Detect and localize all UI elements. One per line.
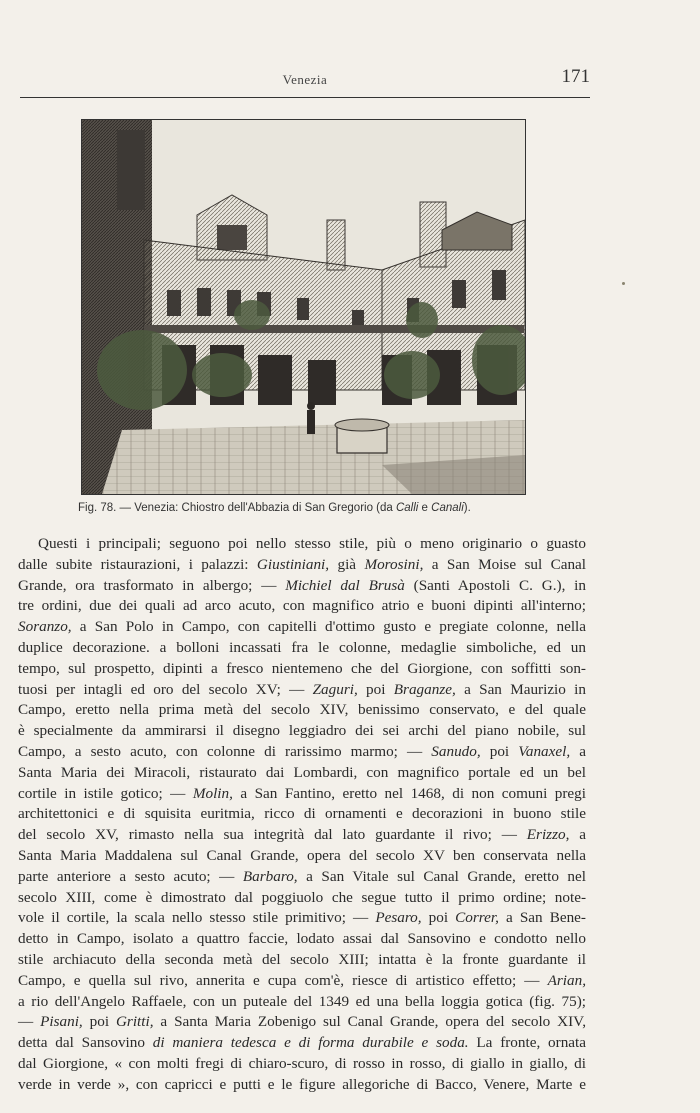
page-header	[20, 66, 590, 98]
body-line	[18, 576, 586, 597]
body-line	[18, 971, 586, 992]
text-run: Santa Maria Maddalena sul Canal Grande, opera del secolo XV ben conservata nella	[18, 846, 586, 864]
italic-name: Zaguri,	[312, 680, 358, 698]
text-run: cortile in istile gotico; —	[18, 784, 193, 802]
body-line	[18, 1054, 586, 1075]
italic-name: Gritti,	[115, 1013, 154, 1031]
text-run: a San Moise sul Canal	[423, 555, 587, 573]
text-run: detta dal Sansovino	[18, 1034, 153, 1052]
text-run: poi	[421, 909, 456, 927]
body-line	[18, 534, 586, 555]
text-run: vole il cortile, la scala nello stesso stile primitivo; —	[18, 909, 376, 927]
caption-connector: e	[418, 502, 432, 514]
text-run: a	[569, 826, 586, 844]
body-line	[18, 825, 586, 846]
caption-source-2: Canali	[431, 502, 464, 514]
cloister-engraving	[81, 119, 526, 495]
body-line	[18, 908, 586, 929]
text-run: a San Bene-	[498, 909, 586, 927]
text-run: detto in Campo, isolato a quattro faccie, lodato assai dal Sansovino e condotto nello	[18, 930, 586, 948]
italic-name: Morosini,	[364, 555, 424, 573]
paper-speck	[622, 282, 625, 285]
text-run: è specialmente da ammirarsi il disegno leggiadro dei sei archi del piano nobile, sul	[18, 722, 586, 740]
italic-name: Soranzo,	[18, 618, 72, 636]
italic-name: Vanaxel,	[518, 742, 571, 760]
body-text	[18, 534, 586, 1096]
text-run: Campo, a sesto acuto, con colonne di rarissimo marmo; —	[18, 742, 432, 760]
italic-name: Giustiniani,	[256, 555, 330, 573]
body-line	[18, 846, 586, 867]
italic-name: Pisani,	[40, 1013, 83, 1031]
italic-name: Barbaro,	[242, 867, 298, 885]
text-run: Campo, e quella sul rivo, annerita e cupa com'è, riesce di artistico effetto; —	[18, 971, 548, 989]
text-run: poi	[82, 1013, 116, 1031]
text-run: dalle subite ristaurazioni, i palazzi:	[18, 555, 257, 573]
italic-name: Michiel dal Brusà	[285, 576, 405, 594]
caption-end: ).	[463, 502, 471, 514]
text-run: poi	[357, 680, 394, 698]
text-run: duplice decorazione. a bolloni incassati fra le colonne, medaglie simboliche, ed un	[18, 638, 586, 656]
body-line	[18, 804, 586, 825]
body-line	[18, 992, 586, 1013]
text-run: a San Polo in Campo, con capitelli d'ottimo gusto e pregiate colonne, nella	[71, 618, 586, 636]
text-run: Grande, ora trasformato in albergo; —	[18, 576, 286, 594]
text-run: a San Fantino, eretto nel 1468, di non comuni pregi	[232, 784, 586, 802]
body-line	[18, 784, 586, 805]
italic-name: di maniera tedesca e di forma durabile e soda.	[152, 1034, 469, 1052]
text-run: del secolo XV, rimasto nella sua integrità dal lato guardante il rivo; —	[18, 826, 527, 844]
text-run: tempo, sul prospetto, dipinti a fresco nientemeno che del Giorgione, con soffitti son-	[18, 659, 586, 677]
body-line	[18, 721, 586, 742]
italic-name: Pesaro,	[375, 909, 422, 927]
italic-name: Correr,	[455, 909, 499, 927]
text-run: (Santi Apostoli C. G.), in	[404, 576, 587, 594]
text-run: verde in verde », con capricci e putti e le figure allegoriche di Bacco, Venere, Marte e	[18, 1075, 586, 1093]
body-line	[18, 659, 586, 680]
italic-name: Molin,	[192, 784, 233, 802]
body-line	[18, 742, 586, 763]
body-line	[18, 596, 586, 617]
body-line	[18, 1033, 586, 1054]
text-run: a San Vitale sul Canal Grande, eretto nel	[297, 867, 586, 885]
text-run: a San Maurizio in	[455, 680, 586, 698]
figure-caption	[78, 502, 548, 514]
text-run: a Santa Maria Zobenigo sul Canal Grande, opera del secolo XIV,	[153, 1013, 586, 1031]
text-run: parte anteriore a sesto acuto; —	[18, 867, 243, 885]
text-run: tre ordini, due dei quali ad arco acuto, con magnifico atrio e buoni dipinti all'interno;	[18, 597, 586, 615]
text-run: già	[329, 555, 365, 573]
text-run: Questi i principali; seguono poi nello stesso stile, più o meno originario o guasto	[38, 535, 586, 552]
running-title: Venezia	[282, 72, 328, 87]
text-run: Campo, eretto nella prima metà del secolo XIV, benissimo conservato, e del quale	[18, 701, 586, 719]
caption-label: Fig. 78. — Venezia: Chiostro dell'Abbazia di San Gregorio (da	[78, 502, 396, 514]
text-run: poi	[480, 742, 519, 760]
text-run: dal Giorgione, « con molti fregi di chiaro-scuro, di rosso in rosso, di giallo in giallo, di	[18, 1054, 586, 1072]
text-run: architettonici e di squisita euritmia, ricco di ornamenti e decorazioni in buono stile	[18, 805, 586, 823]
text-run: a rio dell'Angelo Raffaele, con un puteale del 1349 ed una bella loggia gotica (fig. 75);	[18, 992, 586, 1010]
body-line	[18, 1075, 586, 1096]
italic-name: Sanudo,	[431, 742, 481, 760]
header-rule	[20, 97, 590, 98]
text-run: Santa Maria dei Miracoli, ristaurato dai Lombardi, con magnifico portale ed un bel	[18, 763, 586, 781]
text-run: La fronte, ornata	[468, 1034, 586, 1052]
body-line	[18, 638, 586, 659]
body-line	[18, 1012, 586, 1033]
body-line	[18, 555, 586, 576]
page-number: 171	[561, 66, 590, 87]
body-line	[18, 929, 586, 950]
text-run: tuosi per intagli ed oro del secolo XV; —	[18, 680, 313, 698]
italic-name: Erizzo,	[526, 826, 570, 844]
text-run: stile archiacuto della seconda metà del secolo XIII; intatta è la fronte guardante il	[18, 950, 586, 968]
body-line	[18, 867, 586, 888]
body-line	[18, 700, 586, 721]
caption-source-1: Calli	[395, 502, 419, 514]
body-line	[18, 680, 586, 701]
italic-name: Arian,	[547, 971, 586, 989]
cloister-illustration	[82, 120, 525, 494]
body-line	[18, 763, 586, 784]
italic-name: Braganze,	[393, 680, 456, 698]
text-run: a	[570, 742, 586, 760]
body-line	[18, 950, 586, 971]
text-run: —	[18, 1013, 41, 1031]
body-line	[18, 617, 586, 638]
text-run: secolo XIII, come è dimostrato dal poggiuolo che segue tutto il primo ordine; note-	[18, 888, 586, 906]
body-line	[18, 888, 586, 909]
